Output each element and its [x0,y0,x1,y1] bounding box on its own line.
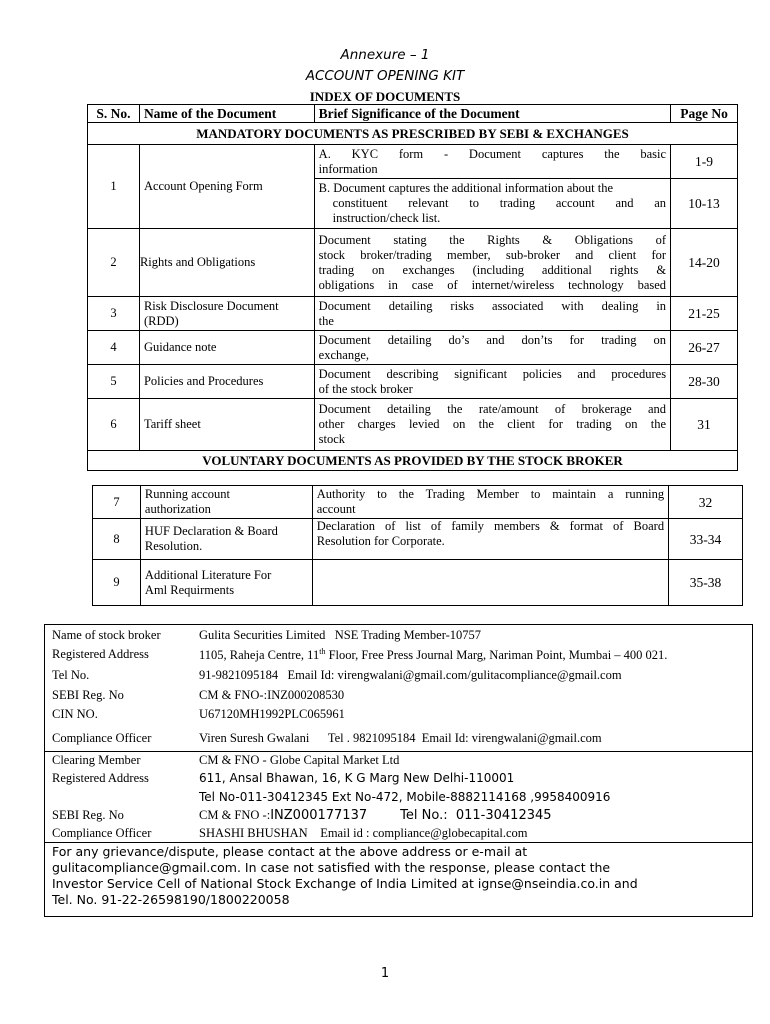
col-header-page: Page No [671,105,738,123]
row-page: 14-20 [671,229,738,297]
table-row [93,519,743,560]
line: exchange, [318,347,369,362]
row-sno: 3 [88,297,140,331]
line: authorization [144,502,211,516]
clearing-compliance-label: Compliance Officer [52,826,152,840]
row-significance [314,365,670,399]
row-sno: 1 [88,145,140,229]
table-row [88,229,738,297]
broker-name-value: Gulita Securities Limited NSE Trading Member-10757 [199,628,482,642]
broker-tel-label: Tel No. [52,668,90,682]
line: information [318,161,378,176]
row-doc-name [140,486,312,519]
broker-name-label: Name of stock broker [52,628,161,642]
table-row [93,560,743,606]
row-page: 26-27 [671,331,738,365]
grievance-line: Investor Service Cell of National Stock Exchange of India Limited at ignse@nseindia.co.in and [52,876,638,891]
row-doc-name: Account Opening Form [139,145,314,229]
clearing-compliance-value: SHASHI BHUSHAN Email id : compliance@globecapital.com [199,826,528,840]
table-row [88,331,738,365]
clearing-sebi-label: SEBI Reg. No [52,808,124,822]
row-significance [314,297,670,331]
clearing-tel-value: Tel No-011-30412345 Ext No-472, Mobile-8882114168 ,9958400916 [199,790,611,804]
table-row [88,399,738,451]
line: of the stock broker [318,381,413,396]
row-significance [312,519,668,560]
row-sno: 4 [88,331,140,365]
broker-tel-value: 91-9821095184 Email Id: virengwalani@gmail.com/gulitacompliance@gmail.com [199,668,622,682]
row-page: 33-34 [669,519,743,560]
row-sno: 7 [93,486,141,519]
row-doc-name [140,560,312,606]
grievance-line: For any grievance/dispute, please contact at the above address or e-mail at [52,844,528,859]
row-sno: 2 [88,229,140,297]
row-page: 28-30 [671,365,738,399]
table-row [93,486,743,519]
line: Risk Disclosure Document [143,298,279,313]
row-doc-name: Policies and Procedures [139,365,314,399]
row-page: 10-13 [671,179,738,229]
broker-cin-label: CIN NO. [52,707,98,721]
line: stock [318,432,346,446]
line: Resolution. [144,539,203,553]
broker-cin-value: U67120MH1992PLC065961 [199,707,345,721]
section-heading-row [88,123,738,145]
col-header-sno: S. No. [88,105,140,123]
row-doc-name [140,519,312,560]
clearing-address-label: Registered Address [52,771,149,785]
line: trading on exchanges (including additional rights & [318,262,667,277]
line: instruction/check list. [332,211,441,225]
row-sno: 9 [93,560,141,606]
clearing-address-value: 611, Ansal Bhawan, 16, K G Marg New Delhi-110001 [199,771,515,785]
page-number: 1 [380,966,390,981]
row-sno: 5 [88,365,140,399]
broker-compliance-label: Compliance Officer [52,731,152,745]
line: Resolution for Corporate. [316,534,445,548]
row-doc-name: Rights and Obligations [139,229,314,297]
clearing-sebi-value: CM & FNO -:INZ000177137 Tel No.: 011-30412345 [199,808,552,823]
broker-address-label: Registered Address [52,647,149,661]
line: Document detailing the rate/amount of brokerage and [318,402,667,416]
clearing-member-value: CM & FNO - Globe Capital Market Ltd [199,753,400,767]
grievance-box [44,842,753,917]
clearing-member-label: Clearing Member [52,753,141,767]
col-header-name: Name of the Document [139,105,314,123]
row-page: 31 [671,399,738,451]
table-header-row [88,105,738,123]
row-significance [314,399,670,451]
line: Document detailing do’s and don’ts for trading on [318,332,667,347]
row-sno: 6 [88,399,140,451]
row-significance [312,486,668,519]
broker-sebi-value: CM & FNO-:INZ000208530 [199,688,345,702]
row-significance [314,145,670,179]
line: stock broker/trading member, sub-broker and client for [318,247,667,262]
documents-index-table [87,104,738,471]
row-page: 1-9 [671,145,738,179]
line: Authority to the Trading Member to maintain a running [316,487,665,501]
annexure-label: Annexure – 1 [340,47,430,63]
row-page: 21-25 [671,297,738,331]
kit-title: ACCOUNT OPENING KIT [305,68,465,84]
row-significance [314,331,670,365]
mandatory-heading: MANDATORY DOCUMENTS AS PRESCRIBED BY SEBI & EXCHANGES [88,123,738,145]
row-page: 32 [669,486,743,519]
line: Document detailing risks associated with dealing in [318,298,667,313]
voluntary-heading: VOLUNTARY DOCUMENTS AS PROVIDED BY THE STOCK BROKER [88,451,738,471]
table-row [88,365,738,399]
line: HUF Declaration & Board [144,524,278,538]
line: other charges levied on the client for trading on the [318,417,667,431]
row-sno: 8 [93,519,141,560]
section-heading-row [88,451,738,471]
voluntary-documents-table [92,485,743,606]
line: constituent relevant to trading account and an [332,196,667,210]
row-doc-name [139,297,314,331]
line: Document stating the Rights & Obligations of [318,232,667,247]
line: Additional Literature For [144,567,272,582]
table-row [88,297,738,331]
row-page: 35-38 [669,560,743,606]
line: (RDD) [143,313,179,328]
grievance-line: Tel. No. 91-22-26598190/1800220058 [52,892,290,907]
clearing-member-box [44,750,753,843]
table-row [88,145,738,179]
broker-sebi-label: SEBI Reg. No [52,688,124,702]
line: account [316,502,356,516]
line: B. Document captures the additional information about the [318,181,614,195]
line: A. KYC form - Document captures the basic [318,146,667,161]
broker-address-value: 1105, Raheja Centre, 11th Floor, Free Press Journal Marg, Nariman Point, Mumbai – 400 021. [199,647,668,663]
row-significance [314,179,670,229]
row-doc-name: Guidance note [139,331,314,365]
line: obligations in case of internet/wireless technology based [318,277,667,292]
line: Declaration of list of family members & format of Board [316,519,665,533]
row-significance [314,229,670,297]
line: the [318,313,334,328]
line: Running account [144,487,230,501]
line: Document describing significant policies and procedures [318,366,667,381]
broker-info-box [44,624,753,752]
grievance-line: gulitacompliance@gmail.com. In case not satisfied with the response, please contact the [52,860,611,875]
broker-compliance-value: Viren Suresh Gwalani Tel . 9821095184 Email Id: virengwalani@gmail.com [199,731,602,745]
col-header-significance: Brief Significance of the Document [314,105,670,123]
row-doc-name: Tariff sheet [139,399,314,451]
line: Aml Requirments [144,582,235,597]
row-significance-empty [312,560,668,606]
index-title: INDEX OF DOCUMENTS [309,89,461,104]
